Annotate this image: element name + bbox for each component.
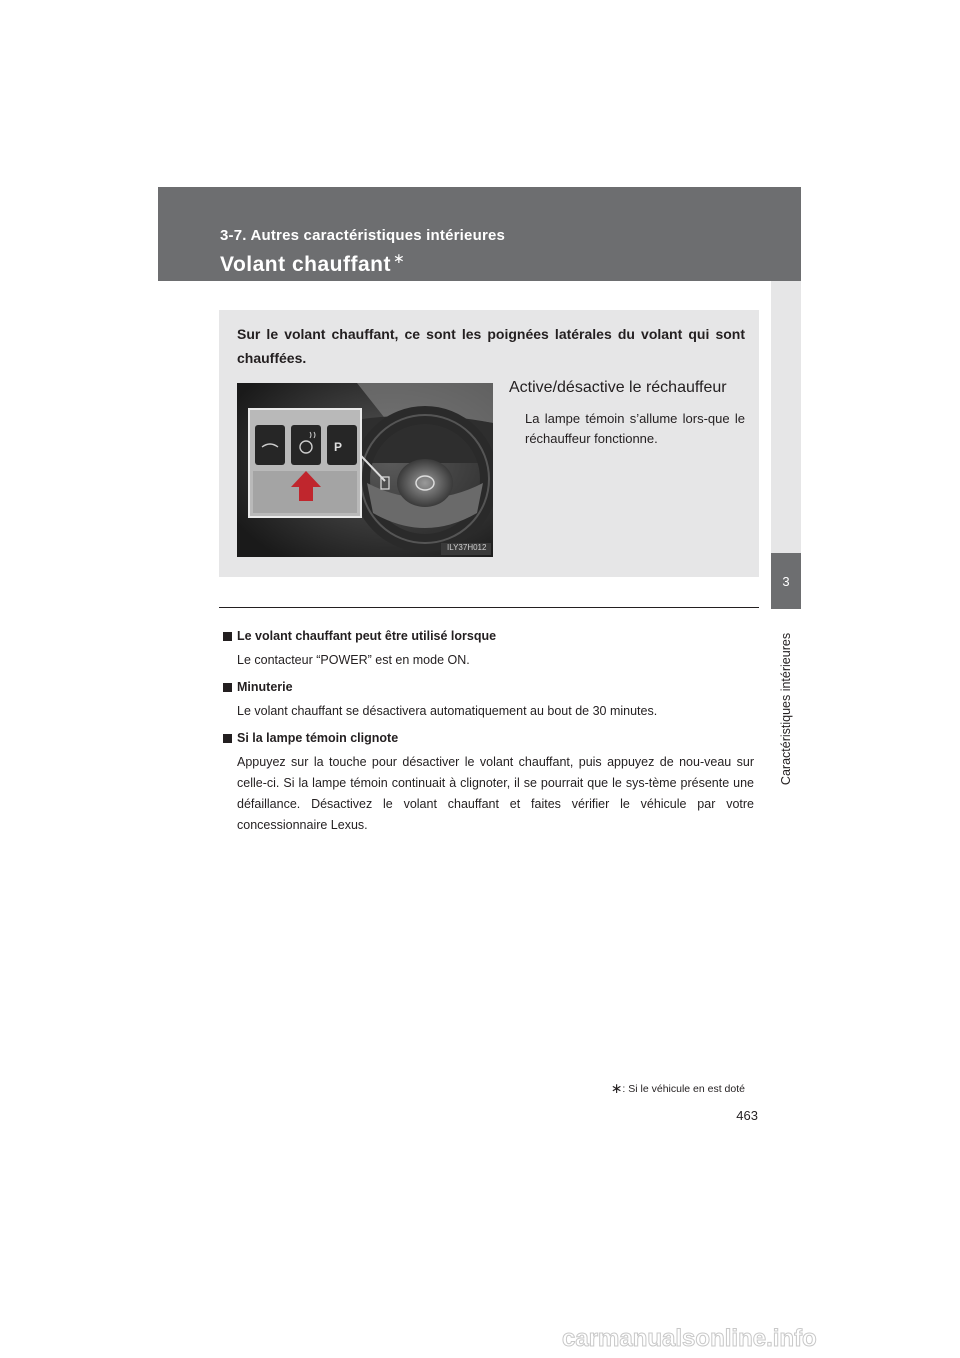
watermark-logo bbox=[560, 1322, 955, 1352]
title-asterisk: ∗ bbox=[392, 250, 406, 266]
steering-wheel-photo bbox=[237, 383, 493, 557]
note-heading bbox=[219, 728, 754, 749]
chapter-title: Caractéristiques intérieures bbox=[779, 632, 793, 786]
chapter-title-vertical bbox=[771, 609, 801, 809]
parking-p-glyph: P bbox=[334, 440, 343, 454]
intro-text: Sur le volant chauffant, ce sont les poignées latérales du volant qui sont chauffées. bbox=[237, 326, 745, 366]
watermark bbox=[560, 1322, 955, 1352]
chapter-tab-band bbox=[771, 281, 801, 553]
watermark-text: carmanualsonline.info bbox=[562, 1325, 817, 1352]
note-heading-text: Minuterie bbox=[237, 680, 293, 694]
footnote-text: : Si le véhicule en est doté bbox=[622, 1083, 745, 1095]
square-bullet-icon bbox=[223, 632, 232, 641]
chapter-number-tab bbox=[771, 553, 801, 609]
section-divider bbox=[219, 607, 759, 608]
note-body: Appuyez sur la touche pour désactiver le volant chauffant, puis appuyez de nou-veau sur celle-ci. Si la lampe témoin continuait à clignoter, il se pourrait que le sys-tème présente une défaillance. Désactivez le volant chauffant et faites vérifier le véhicule par votre concessionnaire Lexus. bbox=[237, 755, 754, 832]
note-heading bbox=[219, 677, 754, 698]
note-heading-text: Le volant chauffant peut être utilisé lorsque bbox=[237, 629, 497, 643]
intro-box bbox=[219, 310, 759, 577]
image-code: ILY37H012 bbox=[447, 543, 487, 552]
steering-wheel-hub bbox=[397, 459, 453, 507]
steering-wheel-illustration bbox=[237, 383, 493, 557]
note-body: Le contacteur “POWER” est en mode ON. bbox=[237, 653, 470, 667]
square-bullet-icon bbox=[223, 734, 232, 743]
header-band bbox=[158, 187, 801, 281]
section-label: 3-7. Autres caractéristiques intérieures bbox=[220, 227, 506, 244]
note-body: Le volant chauffant se désactivera automatiquement au bout de 30 minutes. bbox=[237, 704, 658, 718]
chapter-number: 3 bbox=[782, 573, 790, 589]
page-number: 463 bbox=[736, 1108, 758, 1123]
callout-text: La lampe témoin s’allume lors-que le réchauffeur fonctionne. bbox=[525, 411, 745, 446]
callout-heading: Active/désactive le réchauffeur bbox=[509, 379, 727, 396]
heated-wheel-button bbox=[291, 425, 321, 465]
notes-section bbox=[219, 626, 754, 836]
footnote-star: ∗ bbox=[610, 1080, 623, 1096]
square-bullet-icon bbox=[223, 683, 232, 692]
footnote bbox=[600, 1080, 745, 1097]
page-title-text: Volant chauffant bbox=[220, 253, 391, 276]
wiper-deicer-button bbox=[255, 425, 285, 465]
note-heading-text: Si la lampe témoin clignote bbox=[237, 731, 399, 745]
page-title bbox=[220, 250, 405, 277]
note-heading bbox=[219, 626, 754, 647]
